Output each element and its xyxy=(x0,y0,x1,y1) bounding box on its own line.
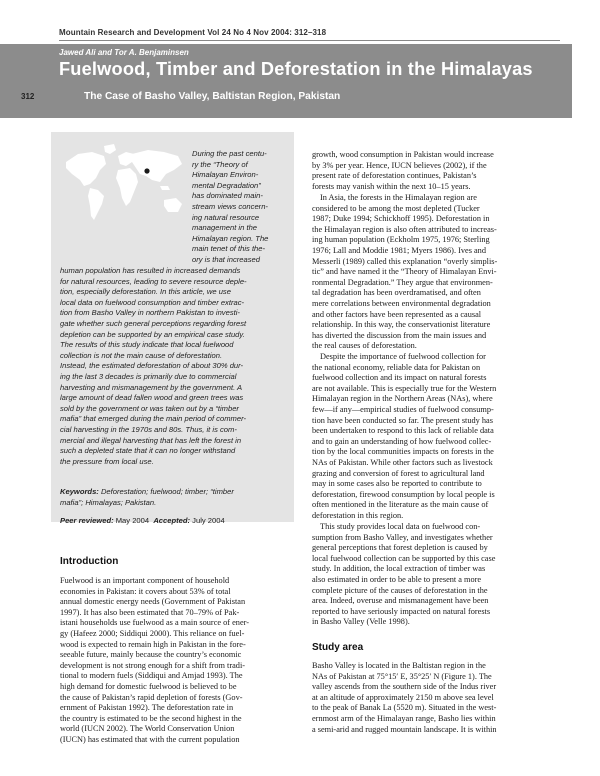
keywords-line: Deforestation; fuelwood; timber; “timber xyxy=(100,487,234,496)
body-line: been undertaken to respond to this lack of reliable data xyxy=(312,426,494,436)
body-line: tion by the local communities impacts on forests in the xyxy=(312,447,494,457)
abstract-line: tion, especially deforestation. In this article, we use xyxy=(60,287,231,297)
abstract-line: main tenet of this the- xyxy=(192,244,266,254)
map-greenland xyxy=(104,144,116,154)
body-line: Basho Valley is located in the Baltistan region in the xyxy=(312,661,486,670)
body-line: few—if any—empirical studies of fuelwood consump- xyxy=(312,404,494,414)
map-se-asia xyxy=(160,186,170,190)
body-line: the cause of Pakistan’s rapid depletion of forests (Gov- xyxy=(60,692,243,702)
body-line: at an altitude of approximately 2150 m above sea level xyxy=(312,692,494,702)
body-line: by 3% per year. Hence, IUCN believes (2002), if the xyxy=(312,160,487,170)
study-area-body xyxy=(312,661,497,735)
body-line: tal degradation has been overdramatised, and often xyxy=(312,288,481,298)
peer-reviewed-date: May 2004 xyxy=(115,516,150,525)
header-rule xyxy=(59,40,560,41)
body-line: relationship. In this way, the conservationist literature xyxy=(312,320,491,330)
body-line: fuelwood collection and its impact on natural forests xyxy=(312,373,487,383)
body-line: area. Indeed, overuse and mismanagement have been xyxy=(312,596,489,606)
abstract-body xyxy=(60,266,292,467)
body-line: the Himalayan region is also often attributed to increas- xyxy=(312,224,497,234)
body-line: In Asia, the forests in the Himalayan region are xyxy=(320,193,477,202)
abstract-line: tion from Basho Valley in northern Pakistan to investi- xyxy=(60,308,240,318)
article-authors: Jawed Ali and Tor A. Benjaminsen xyxy=(59,48,189,57)
abstract-line: local data on fuelwood consumption and timber extrac- xyxy=(60,297,245,307)
body-line: in Basho Valley (Velle 1998). xyxy=(312,617,410,627)
abstract-line: ing natural resource xyxy=(192,212,260,222)
body-line: deforestation in this region. xyxy=(312,510,404,520)
body-line: Messerli (1989) called this explanation “overly simplis- xyxy=(312,256,498,266)
abstract-line: ing the last 3 decades is primarily due to commercial xyxy=(60,371,237,381)
keywords-label: Keywords: xyxy=(60,487,99,496)
map-australia xyxy=(164,198,182,212)
accepted-label: Accepted: xyxy=(153,516,191,525)
body-line: ernment of Pakistan 1992). The deforestation rate in xyxy=(60,703,234,713)
peer-reviewed-label: Peer reviewed: xyxy=(60,516,114,525)
map-asia xyxy=(132,150,182,182)
body-line: may in some cases also be reported to contribute to xyxy=(312,479,482,489)
abstract-intro-lines xyxy=(192,149,292,266)
body-line: and other factors have been represented as a causal xyxy=(312,309,482,319)
abstract-line: such a depleted state that it can no longer withstand xyxy=(60,446,236,456)
body-line: forests may vanish within the next 10–15 years. xyxy=(312,181,471,191)
article-subtitle: The Case of Basho Valley, Baltistan Region, Pakistan xyxy=(84,91,341,102)
abstract-line: Instead, the estimated deforestation of about 30% dur- xyxy=(60,361,244,371)
abstract-line: The results of this study indicate that local fuelwood xyxy=(60,340,234,350)
study-site-marker xyxy=(144,168,149,173)
abstract-line: for natural resources, leading to severe resource deple- xyxy=(60,276,247,286)
abstract-line: stream views concern- xyxy=(192,201,268,211)
body-line: ing human population (Eckholm 1975, 1976; Sterling xyxy=(312,235,490,245)
body-line: deforestation, firewood consumption by local people is xyxy=(312,489,495,499)
map-europe xyxy=(118,152,134,166)
keywords xyxy=(60,487,292,508)
body-line: development is not strong enough for a shift from tradi- xyxy=(60,660,246,670)
body-line: to the peak of Banak La (5520 m). Situated in the west- xyxy=(312,703,497,713)
body-line: present rate of deforestation continues, Pakistan’s xyxy=(312,171,477,181)
body-line: the national economy, reliable data for Pakistan on xyxy=(312,362,481,372)
body-line: considered to be among the most depleted (Tucker xyxy=(312,203,480,213)
study-area-heading: Study area xyxy=(312,642,364,653)
body-line: the real causes of deforestation. xyxy=(312,341,417,351)
body-line: growth, wood consumption in Pakistan would increase xyxy=(312,150,494,159)
right-column-paragraph-4 xyxy=(312,522,495,628)
abstract-line: harvesting and mismanagement by the government. A xyxy=(60,382,243,392)
body-line: high demand for domestic fuelwood is believed to be xyxy=(60,681,237,691)
abstract-line: mercial and illegal harvesting that has left the forest in xyxy=(60,435,242,445)
abstract-line: the pressure from local use. xyxy=(60,456,154,466)
abstract-line: large amount of dead fallen wood and green trees was xyxy=(60,393,244,403)
body-line: ronmental Degradation.” They argue that environmen- xyxy=(312,277,493,287)
right-column-paragraph-1 xyxy=(312,150,494,192)
page-number: 312 xyxy=(21,92,35,101)
body-line: complete picture of the causes of deforestation in the xyxy=(312,585,488,595)
body-line: local fuelwood collection can be supported by this case xyxy=(312,553,496,563)
body-line: tic” and have named it the “Theory of Himalayan Envi- xyxy=(312,267,497,277)
article-title: Fuelwood, Timber and Deforestation in the Himalayas xyxy=(59,59,533,79)
body-line: sumption from Basho Valley, and investigates whether xyxy=(312,532,493,542)
body-line: 1997). It has also been estimated that 70–79% of Pak- xyxy=(60,607,240,617)
body-line: annual domestic energy needs (Government of Pakistan xyxy=(60,597,246,607)
body-line: valley ascends from the southern side of the Indus river xyxy=(312,682,497,692)
body-line: and to gain an understanding of how fuelwood collec- xyxy=(312,436,492,446)
body-line: are not available. This is especially true for the Western xyxy=(312,383,497,393)
abstract-line: sold by the government or was taken out by a “timber xyxy=(60,403,239,413)
abstract-line: Himalayan Environ- xyxy=(192,170,259,180)
body-line: the country is estimated to be the second highest in the xyxy=(60,713,242,723)
body-line: NAs of Pakistan at 75°15′ E, 35°25′ N (Figure 1). The xyxy=(312,671,492,681)
abstract-line: human population has resulted in increased demands xyxy=(60,266,241,275)
accepted-date: July 2004 xyxy=(192,516,225,525)
abstract-line: gate whether such general perceptions regarding forest xyxy=(60,318,247,328)
body-line: NAs of Pakistan. While other factors such as livestock xyxy=(312,457,493,467)
right-column-paragraph-3 xyxy=(312,352,496,522)
abstract-line: ory is that increased xyxy=(192,254,260,264)
introduction-heading: Introduction xyxy=(60,556,119,567)
abstract-line: mental Degradation” xyxy=(192,180,261,190)
body-line: seeable future, mainly because the country’s economic xyxy=(60,650,242,660)
map-north-america xyxy=(66,152,106,186)
body-line: 1976; Lall and Moddie 1981; Myers 1986). Ives and xyxy=(312,245,486,255)
right-column-paragraph-2 xyxy=(312,193,497,352)
body-line: Despite the importance of fuelwood collection for xyxy=(320,352,486,361)
body-line: tional to modern fuels (Siddiqui and Amjad 1993). The xyxy=(60,671,243,681)
abstract-line: ry the “Theory of xyxy=(192,159,248,169)
body-line: This study provides local data on fuelwood con- xyxy=(320,522,481,531)
review-dates xyxy=(60,516,225,525)
abstract-line: Himalayan region. The xyxy=(192,233,269,243)
body-line: gy (Hafeez 2000; Siddiqui 2000). This reliance on fuel- xyxy=(60,628,245,638)
body-line: a semi-arid and rugged mountain landscape. It is within xyxy=(312,724,497,734)
body-line: (IUCN) has estimated that with the current population xyxy=(60,734,240,744)
body-line: general perceptions that forest depletion is caused by xyxy=(312,543,488,553)
abstract-line: cial harvesting in the 1970s and 80s. Thus, it is com- xyxy=(60,424,237,434)
abstract-line: has dominated main- xyxy=(192,191,263,201)
body-line: ernmost arm of the Himalayan range, Basho lies within xyxy=(312,713,496,723)
body-line: mere correlations between environmental degradation xyxy=(312,298,491,308)
map-africa xyxy=(116,168,138,206)
body-line: Himalayan region in the Northern Areas (NAs), where xyxy=(312,394,493,404)
journal-header: Mountain Research and Development Vol 24 No 4 Nov 2004: 312–318 xyxy=(59,28,327,37)
world-map-icon xyxy=(60,140,188,228)
body-line: grazing and conversion of forest to agricultural land xyxy=(312,468,485,478)
body-line: often mentioned in the literature as the main cause of xyxy=(312,500,489,510)
body-line: also estimated in order to be able to present a more xyxy=(312,574,482,584)
body-line: study. In addition, the local extraction of timber was xyxy=(312,564,486,574)
body-line: istani households use fuelwood as a main source of ener- xyxy=(60,618,249,628)
body-line: 1987; Duke 1994; Schickhoff 1995). Deforestation in xyxy=(312,214,490,224)
abstract-line: depletion can be supported by an empirical case study. xyxy=(60,329,245,339)
body-line: reported to have seriously impacted on natural forests xyxy=(312,606,491,616)
body-line: wood is expected to remain high in Pakistan in the fore- xyxy=(60,639,246,649)
abstract-line: During the past centu- xyxy=(192,149,267,158)
introduction-body xyxy=(60,576,249,746)
map-south-america xyxy=(88,188,104,220)
abstract-line: mafia” that emerged during the main period of commer- xyxy=(60,414,246,424)
body-line: has diverted the discussion from the main issues and xyxy=(312,330,487,340)
abstract-line: management in the xyxy=(192,223,258,233)
abstract-line: collection is not the main cause of deforestation. xyxy=(60,350,223,360)
body-line: world (IUCN 2002). The World Conservation Union xyxy=(60,724,235,734)
keywords-line: mafia”; Himalayas; Pakistan. xyxy=(60,497,157,507)
body-line: economies in Pakistan: it covers about 53% of total xyxy=(60,586,231,596)
body-line: Fuelwood is an important component of household xyxy=(60,576,230,585)
body-line: tion have been conducted so far. The present study has xyxy=(312,415,493,425)
